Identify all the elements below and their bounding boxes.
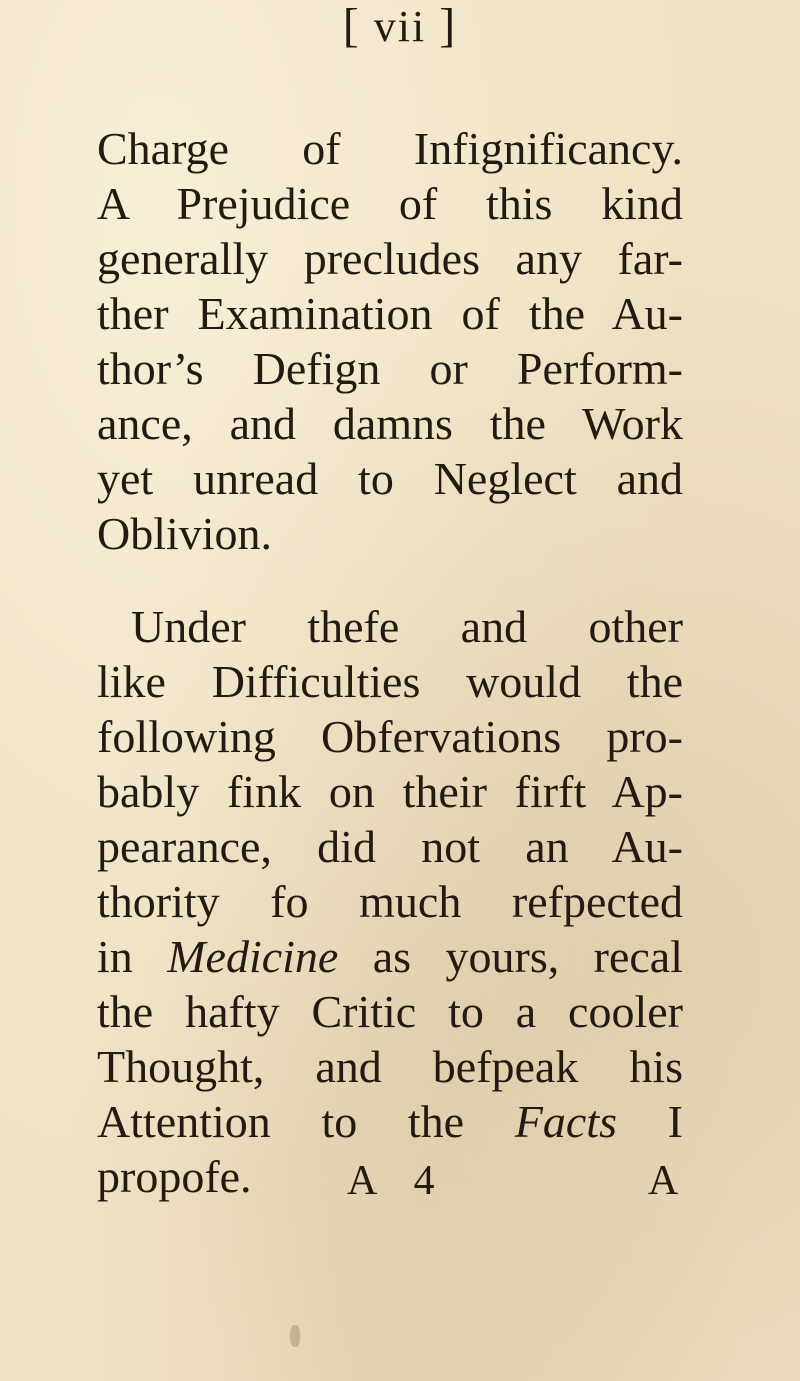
text-line: in Medicine as yours, recal [97, 931, 683, 982]
text-line: Attention to the Facts I [97, 1096, 683, 1147]
italic-word: Facts [514, 1096, 617, 1147]
text-line: thor’s Defign or Perform- [97, 343, 683, 394]
text-line: following Obfervations pro- [97, 711, 683, 762]
text-line: A Prejudice of this kind [97, 178, 683, 229]
signature-mark: A 4 [347, 1158, 449, 1204]
page-number [0, 2, 800, 50]
page-number-close-bracket: ] [439, 0, 458, 52]
text-line: thority fo much refpected [97, 876, 683, 927]
text-line: pearance, did not an Au- [97, 821, 683, 872]
catchword: A [648, 1158, 679, 1204]
text-line: Thought, and befpeak his [97, 1041, 683, 1092]
italic-word: Medicine [167, 931, 339, 982]
text-line: generally precludes any far- [97, 233, 683, 284]
page-number-open-bracket: [ [342, 0, 361, 52]
text-line: yet unread to Neglect and [97, 453, 683, 504]
paper-stain [290, 1325, 300, 1347]
text-line: the hafty Critic to a cooler [97, 986, 683, 1037]
page-number-numeral: vii [373, 2, 427, 51]
text-line: propofe. [97, 1151, 252, 1202]
text-line: Under thefe and other [131, 601, 683, 652]
text-line: ther Examination of the Au- [97, 288, 683, 339]
text-line: like Difficulties would the [97, 656, 683, 707]
text-line: ance, and damns the Work [97, 398, 683, 449]
text-line: bably fink on their firft Ap- [97, 766, 683, 817]
text-line: Oblivion. [97, 508, 273, 559]
text-line: Charge of Infignificancy. [97, 123, 683, 174]
